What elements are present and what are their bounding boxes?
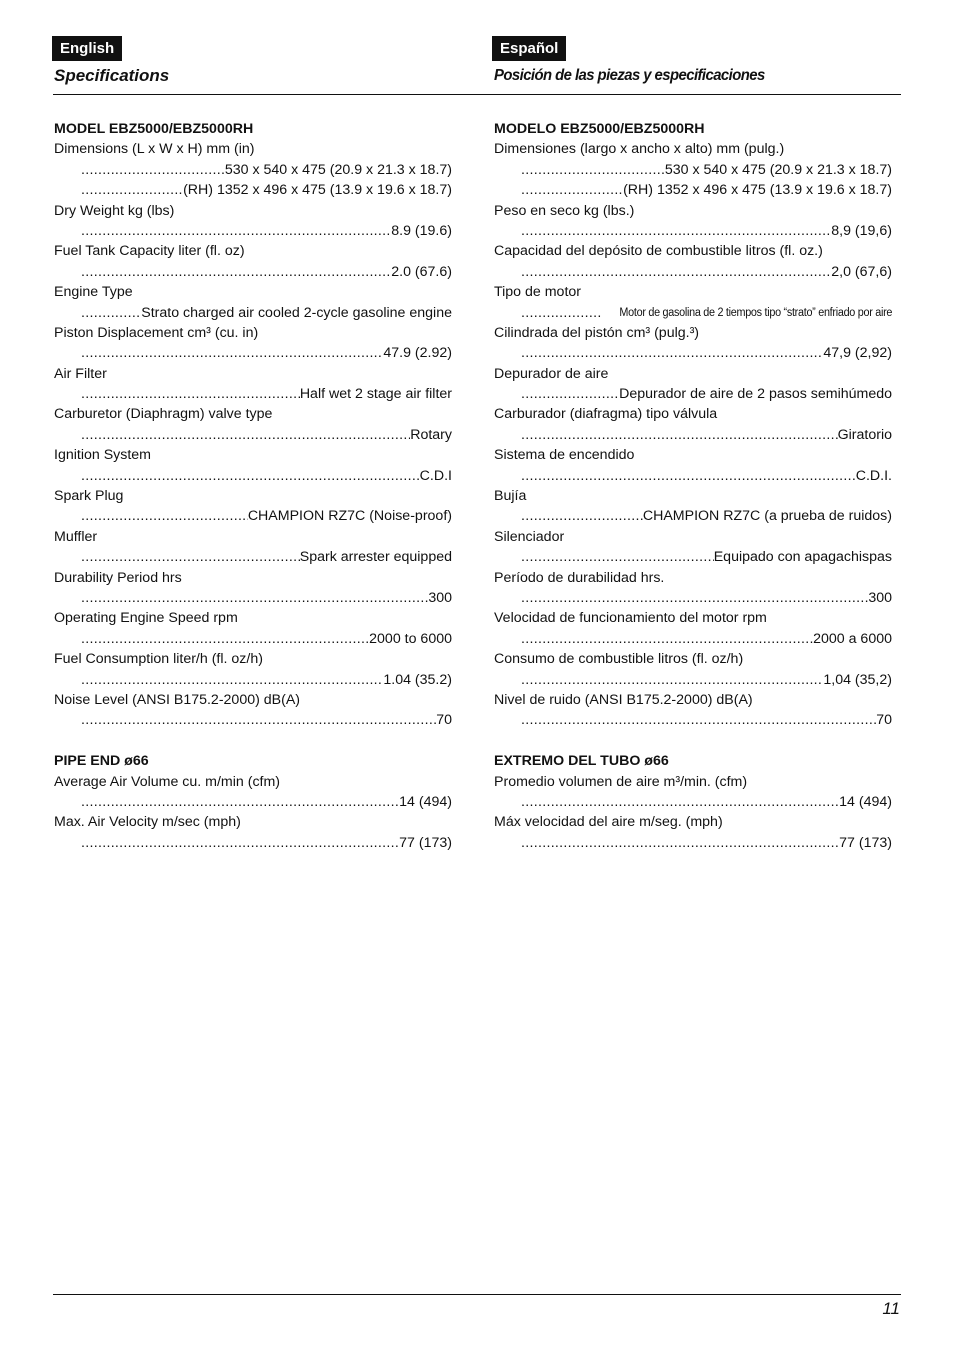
spacer xyxy=(494,731,892,751)
spec-label: Carburetor (Diaphragm) valve type xyxy=(54,406,273,423)
english-model-heading: MODEL EBZ5000/EBZ5000RH xyxy=(54,121,254,137)
dot-leader xyxy=(81,466,420,486)
spec-value-row xyxy=(81,425,452,445)
spec-value: 1.04 (35.2) xyxy=(383,671,452,688)
spec-value: 530 x 540 x 475 (20.9 x 21.3 x 18.7) xyxy=(224,161,452,178)
spec-value: Rotary xyxy=(410,426,452,443)
dot-leader xyxy=(521,710,876,730)
dot-leader xyxy=(81,160,225,180)
dot-leader xyxy=(81,425,410,445)
spec-value: 77 (173) xyxy=(839,834,892,851)
spacer xyxy=(54,731,452,751)
spec-value-row xyxy=(81,180,452,200)
spec-label: Dimensions (L x W x H) mm (in) xyxy=(54,141,255,158)
spec-value-row xyxy=(81,629,452,649)
spec-value-row xyxy=(81,506,452,526)
spec-label: Máx velocidad del aire m/seg. (mph) xyxy=(494,814,723,831)
spec-value: 2.0 (67.6) xyxy=(391,263,452,280)
dot-leader xyxy=(81,343,383,363)
spec-value-row xyxy=(521,466,892,486)
spec-value: Depurador de aire de 2 pasos semihúmedo xyxy=(619,386,892,403)
spanish-specifications xyxy=(494,119,892,853)
spanish-pipe-heading: EXTREMO DEL TUBO ø66 xyxy=(494,753,669,770)
dot-leader xyxy=(521,506,643,526)
spec-value-row xyxy=(521,506,892,526)
page-number: 11 xyxy=(882,1299,900,1318)
spec-label: Carburador (diafragma) tipo válvula xyxy=(494,406,718,423)
spec-value-row xyxy=(81,670,452,690)
spec-value: Giratorio xyxy=(837,426,892,443)
spec-label: Durability Period hrs xyxy=(54,569,182,586)
spec-label: Muffler xyxy=(54,528,98,545)
spec-label: Tipo de motor xyxy=(494,284,582,301)
spec-value-row xyxy=(521,547,892,567)
dot-leader xyxy=(521,588,868,608)
spec-value-row xyxy=(81,221,452,241)
spec-label: Fuel Tank Capacity liter (fl. oz) xyxy=(54,243,245,260)
spec-value: 70 xyxy=(436,712,452,729)
dot-leader xyxy=(521,792,839,812)
spec-value: 1,04 (35,2) xyxy=(823,671,892,688)
english-section-title: Specifications xyxy=(54,66,170,85)
spec-label: Promedio volumen de aire m³/min. (cfm) xyxy=(494,773,748,790)
english-pipe-spec-list xyxy=(54,772,452,854)
spec-value: Equipado con apagachispas xyxy=(713,549,892,566)
spanish-spec-list xyxy=(494,139,892,730)
spec-value-row xyxy=(81,833,452,853)
spec-value: 70 xyxy=(876,712,892,729)
dot-leader xyxy=(81,262,391,282)
spec-value: (RH) 1352 x 496 x 475 (13.9 x 19.6 x 18.7) xyxy=(623,182,892,199)
spec-value-row xyxy=(81,160,452,180)
spec-label: Fuel Consumption liter/h (fl. oz/h) xyxy=(54,651,263,668)
spec-label: Cilindrada del pistón cm³ (pulg.³) xyxy=(494,324,700,341)
spec-value: 14 (494) xyxy=(399,793,452,810)
spec-value-row xyxy=(521,425,892,445)
spec-value-row xyxy=(81,792,452,812)
spec-value-row xyxy=(81,262,452,282)
spec-value-row xyxy=(521,303,892,323)
spec-label: Velocidad de funcionamiento del motor rpm xyxy=(494,610,767,627)
spec-value: 47.9 (2.92) xyxy=(383,345,452,362)
english-specifications xyxy=(54,119,452,853)
spec-value-row xyxy=(521,670,892,690)
spec-value-row xyxy=(81,547,452,567)
spec-label: Engine Type xyxy=(54,284,133,301)
dot-leader xyxy=(521,343,823,363)
spec-value: Half wet 2 stage air filter xyxy=(299,386,452,403)
spec-label: Sistema de encendido xyxy=(494,447,635,464)
spanish-header xyxy=(494,36,894,87)
spanish-pipe-spec-list xyxy=(494,772,892,854)
english-spec-list xyxy=(54,139,452,730)
dot-leader xyxy=(521,466,856,486)
spec-label: Operating Engine Speed rpm xyxy=(54,610,238,627)
spec-value-row xyxy=(521,221,892,241)
spec-value: 77 (173) xyxy=(399,834,452,851)
dot-leader xyxy=(521,303,602,323)
spec-value-row xyxy=(521,792,892,812)
dot-leader xyxy=(81,792,399,812)
footer-divider xyxy=(53,1294,901,1295)
spec-label: Período de durabilidad hrs. xyxy=(494,569,665,586)
spec-value: C.D.I. xyxy=(855,467,892,484)
spec-value: CHAMPION RZ7C (Noise-proof) xyxy=(247,508,452,525)
spec-value: Strato charged air cooled 2-cycle gasoline engine xyxy=(141,304,452,321)
spec-value-row xyxy=(521,710,892,730)
spec-value: 2000 a 6000 xyxy=(813,630,892,647)
spec-value: Motor de gasolina de 2 tiempos tipo “strato” enfriado por aire xyxy=(619,306,892,319)
spec-label: Max. Air Velocity m/sec (mph) xyxy=(54,814,241,831)
spec-value-row xyxy=(521,180,892,200)
spec-value-row xyxy=(81,588,452,608)
spec-label: Consumo de combustible litros (fl. oz/h) xyxy=(494,651,744,668)
dot-leader xyxy=(81,833,399,853)
spec-label: Ignition System xyxy=(54,447,151,464)
dot-leader xyxy=(521,833,839,853)
dot-leader xyxy=(521,384,619,404)
spec-value-row xyxy=(521,343,892,363)
spanish-model-heading: MODELO EBZ5000/EBZ5000RH xyxy=(494,121,705,137)
dot-leader xyxy=(521,670,823,690)
spec-label: Bujía xyxy=(494,488,527,505)
spec-label: Dimensiones (largo x ancho x alto) mm (pulg.) xyxy=(494,141,785,158)
spec-value-row xyxy=(81,343,452,363)
dot-leader xyxy=(81,221,391,241)
dot-leader xyxy=(81,588,428,608)
spec-value: C.D.I xyxy=(419,467,452,484)
spec-value: CHAMPION RZ7C (a prueba de ruidos) xyxy=(642,508,892,525)
dot-leader xyxy=(521,262,831,282)
spec-value: 2,0 (67,6) xyxy=(831,263,892,280)
spec-label: Depurador de aire xyxy=(494,365,609,382)
spec-value-row xyxy=(521,833,892,853)
spec-value: 8,9 (19,6) xyxy=(831,222,892,239)
spec-value: 300 xyxy=(428,589,452,606)
spec-value-row xyxy=(81,384,452,404)
spec-label: Average Air Volume cu. m/min (cfm) xyxy=(54,773,281,790)
header-divider xyxy=(53,94,901,95)
spec-value-row xyxy=(521,629,892,649)
spec-value: 2000 to 6000 xyxy=(369,630,452,647)
dot-leader xyxy=(81,303,141,323)
spec-value: Spark arrester equipped xyxy=(299,549,452,566)
spec-value-row xyxy=(81,710,452,730)
dot-leader xyxy=(521,547,714,567)
dot-leader xyxy=(521,180,623,200)
spec-label: Dry Weight kg (lbs) xyxy=(54,202,175,219)
spec-label: Peso en seco kg (lbs.) xyxy=(494,202,635,219)
spec-value-row xyxy=(81,466,452,486)
dot-leader xyxy=(81,670,383,690)
dot-leader xyxy=(521,629,813,649)
dot-leader xyxy=(81,710,436,730)
spanish-language-badge: Español xyxy=(492,36,566,61)
spec-value: (RH) 1352 x 496 x 475 (13.9 x 19.6 x 18.7) xyxy=(183,182,452,199)
spec-value-row xyxy=(81,303,452,323)
dot-leader xyxy=(521,221,831,241)
english-language-badge: English xyxy=(52,36,122,61)
dot-leader xyxy=(81,629,369,649)
spec-value-row xyxy=(521,160,892,180)
spec-label: Spark Plug xyxy=(54,488,124,505)
dot-leader xyxy=(521,425,838,445)
dot-leader xyxy=(81,547,300,567)
spec-value: 530 x 540 x 475 (20.9 x 21.3 x 18.7) xyxy=(664,161,892,178)
spec-value: 8.9 (19.6) xyxy=(391,222,452,239)
spec-label: Noise Level (ANSI B175.2-2000) dB(A) xyxy=(54,691,301,708)
spec-value-row xyxy=(521,384,892,404)
dot-leader xyxy=(81,506,248,526)
spec-label: Air Filter xyxy=(54,365,107,382)
spanish-section-title: Posición de las piezas y especificaciones xyxy=(494,67,765,84)
spec-value: 14 (494) xyxy=(839,793,892,810)
spec-value-row xyxy=(521,262,892,282)
spec-label: Silenciador xyxy=(494,528,565,545)
spec-label: Piston Displacement cm³ (cu. in) xyxy=(54,324,259,341)
dot-leader xyxy=(81,384,300,404)
spec-label: Nivel de ruido (ANSI B175.2-2000) dB(A) xyxy=(494,691,753,708)
dot-leader xyxy=(81,180,183,200)
english-pipe-heading: PIPE END ø66 xyxy=(54,753,149,770)
spec-value: 47,9 (2,92) xyxy=(823,345,892,362)
spec-value: 300 xyxy=(868,589,892,606)
spec-label: Capacidad del depósito de combustible litros (fl. oz.) xyxy=(494,243,823,260)
dot-leader xyxy=(521,160,665,180)
spec-value-row xyxy=(521,588,892,608)
english-header xyxy=(54,36,454,87)
